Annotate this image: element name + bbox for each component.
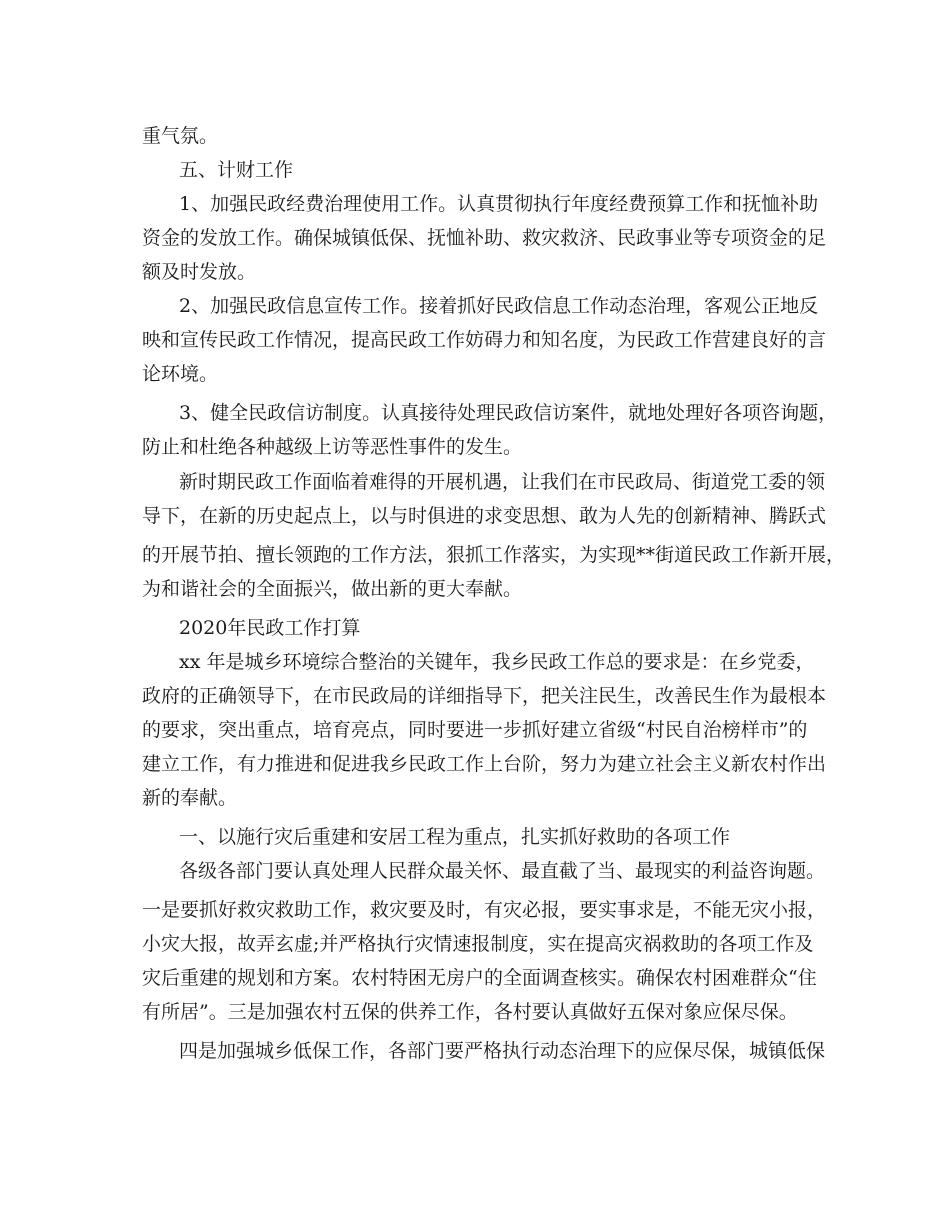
text-line: 防止和杜绝各种越级上访等恶性事件的发生。: [142, 436, 523, 458]
text-line: xx 年是城乡环境综合整治的关键年，我乡民政工作总的要求是：在乡党委，: [179, 651, 815, 673]
text-line: 各级各部门要认真处理人民群众最关怀、最直截了当、最现实的利益咨询题。: [179, 860, 826, 882]
section-heading: 2020年民政工作打算: [179, 617, 361, 639]
text-line: 3、健全民政信访制度。认真接待处理民政信访案件，就地处理好各项咨询题，: [179, 402, 838, 424]
section-heading: 一、以施行灾后重建和安居工程为重点，扎实抓好救助的各项工作: [179, 826, 731, 848]
text-line: 导下，在新的历史起点上，以与时俱进的求变思想、敢为人先的创新精神、腾跃式: [142, 505, 827, 527]
text-line: 灾后重建的规划和方案。农村特困无房户的全面调查核实。确保农村困难群众“住: [142, 967, 817, 989]
text-line: 额及时发放。: [142, 261, 257, 283]
text-line: 的开展节拍、擅长领跑的工作方法，狠抓工作落实，为实现**街道民政工作新开展，: [142, 544, 846, 566]
text-line: 的要求，突出重点，培育亮点，同时要进一步抓好建立省级“村民自治榜样市”的: [142, 719, 808, 741]
text-line: 资金的发放工作。确保城镇低保、抚恤补助、救灾救济、民政事业等专项资金的足: [142, 227, 827, 249]
text-line: 映和宣传民政工作情况，提高民政工作妨碍力和知名度，为民政工作营建良好的言: [142, 329, 827, 351]
text-line: 有所居”。三是加强农村五保的供养工作，各村要认真做好五保对象应保尽保。: [142, 1001, 798, 1023]
text-line: 为和谐社会的全面振兴，做出新的更大奉献。: [142, 578, 523, 600]
text-line: 重气氛。: [142, 125, 219, 147]
text-line: 新的奉献。: [142, 787, 238, 809]
text-line: 2、加强民政信息宣传工作。接着抓好民政信息工作动态治理，客观公正地反: [179, 295, 819, 317]
text-line: 小灾大报，故弄玄虚;并严格执行灾情速报制度，实在提高灾祸救助的各项工作及: [142, 933, 814, 955]
text-line: 论环境。: [142, 363, 219, 385]
text-line: 一是要抓好救灾救助工作，救灾要及时，有灾必报，要实事求是，不能无灾小报，: [142, 899, 827, 921]
text-line: 四是加强城乡低保工作，各部门要严格执行动态治理下的应保尽保，城镇低保: [179, 1040, 826, 1062]
text-line: 建立工作，有力推进和促进我乡民政工作上台阶，努力为建立社会主义新农村作出: [142, 753, 827, 775]
text-line: 新时期民政工作面临着难得的开展机遇，让我们在市民政局、街道党工委的领: [179, 471, 826, 493]
text-line: 1、加强民政经费治理使用工作。认真贯彻执行年度经费预算工作和抚恤补助: [179, 193, 819, 215]
text-line: 政府的正确领导下，在市民政局的详细指导下，把关注民生，改善民生作为最根本: [142, 685, 827, 707]
section-heading: 五、计财工作: [179, 159, 294, 181]
